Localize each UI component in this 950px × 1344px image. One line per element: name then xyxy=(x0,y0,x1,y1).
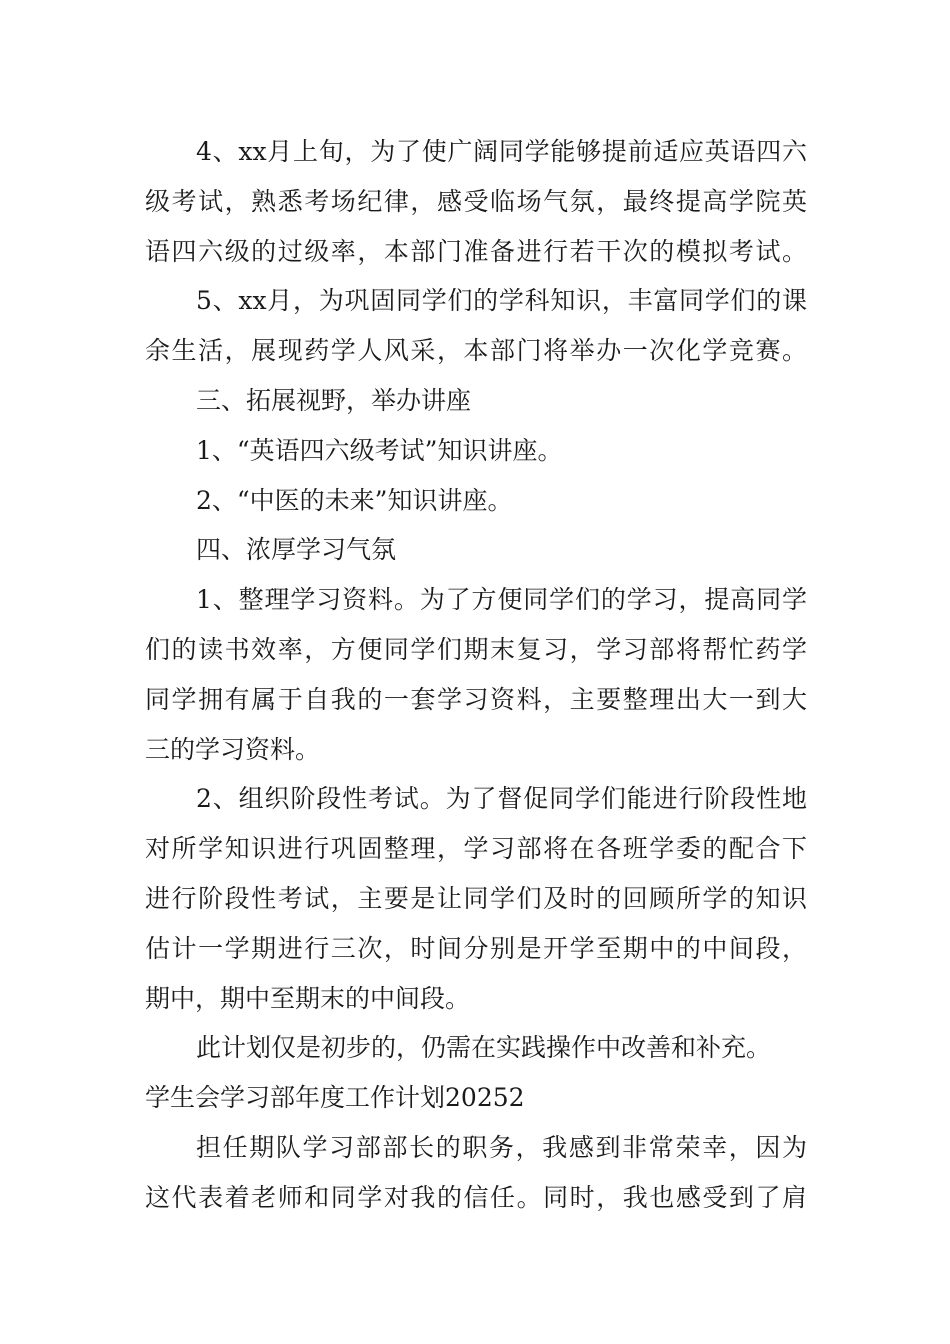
text-line: 级考试，熟悉考场纪律，感受临场气氛，最终提高学院英 xyxy=(145,186,807,216)
text-line: 此计划仅是初步的，仍需在实践操作中改善和补充。 xyxy=(196,1033,772,1063)
text-line: 估计一学期进行三次，时间分别是开学至期中的中间段， xyxy=(145,933,807,963)
text-line: 2、组织阶段性考试。为了督促同学们能进行阶段性地 xyxy=(196,784,807,814)
text-line: 语四六级的过级率，本部门准备进行若干次的模拟考试。 xyxy=(145,236,807,266)
text-line: 这代表着老师和同学对我的信任。同时，我也感受到了肩 xyxy=(145,1182,807,1212)
document-title: 学生会学习部年度工作计划20252 xyxy=(145,1083,525,1113)
text-line: 进行阶段性考试，主要是让同学们及时的回顾所学的知识 xyxy=(145,883,807,913)
text-line: 同学拥有属于自我的一套学习资料，主要整理出大一到大 xyxy=(145,684,807,714)
text-line: 2、“中医的未来”知识讲座。 xyxy=(196,485,513,515)
document-body xyxy=(145,127,807,1223)
text-line: 担任期队学习部部长的职务，我感到非常荣幸，因为 xyxy=(196,1132,807,1162)
text-line: 们的读书效率，方便同学们期末复习，学习部将帮忙药学 xyxy=(145,634,807,664)
text-line: 4、xx月上旬，为了使广阔同学能够提前适应英语四六 xyxy=(196,137,807,166)
text-line: 三的学习资料。 xyxy=(145,734,321,764)
text-line: 1、整理学习资料。为了方便同学们的学习，提高同学 xyxy=(196,585,807,615)
section-heading: 四、浓厚学习气氛 xyxy=(196,535,397,565)
text-line: 5、xx月，为巩固同学们的学科知识，丰富同学们的课 xyxy=(196,286,807,316)
text-line: 余生活，展现药学人风采，本部门将举办一次化学竞赛。 xyxy=(145,336,807,366)
text-line: 对所学知识进行巩固整理，学习部将在各班学委的配合下 xyxy=(145,834,807,864)
text-line: 期中，期中至期末的中间段。 xyxy=(145,983,471,1013)
text-line: 1、“英语四六级考试”知识讲座。 xyxy=(196,435,563,465)
section-heading: 三、拓展视野，举办讲座 xyxy=(196,385,472,415)
